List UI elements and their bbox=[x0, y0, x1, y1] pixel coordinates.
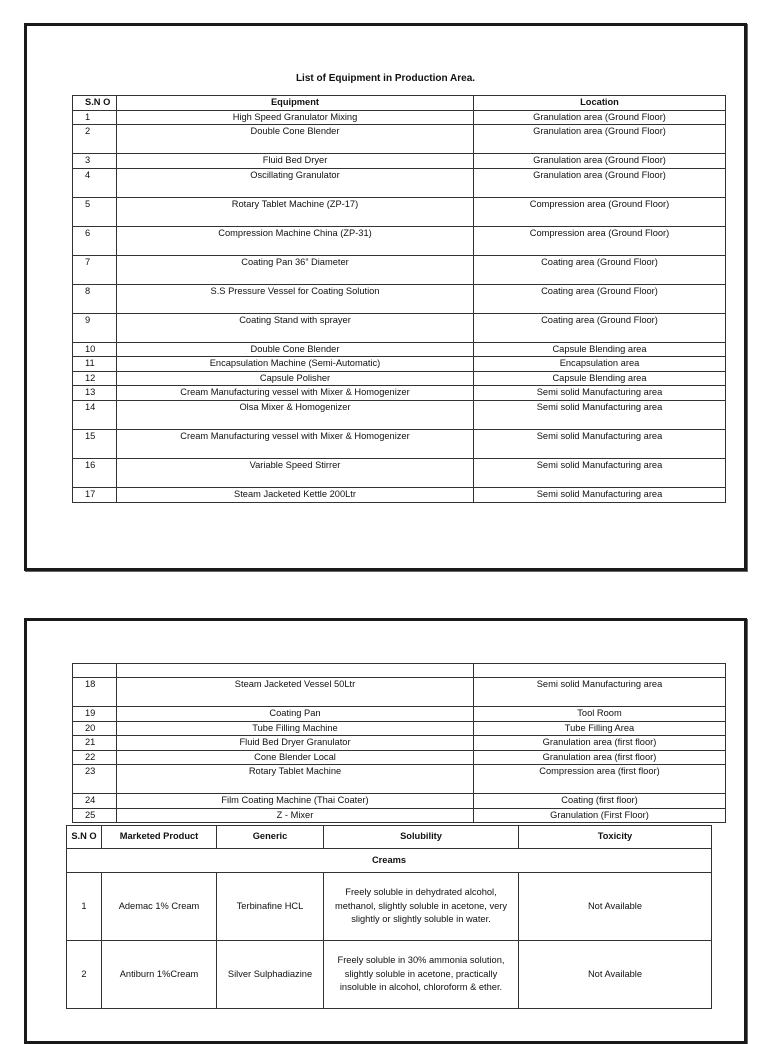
section-label: Creams bbox=[67, 848, 712, 873]
equipment-cell: Tube Filling Machine bbox=[117, 721, 474, 736]
serial-number-cell: 5 bbox=[73, 197, 117, 226]
location-cell: Coating area (Ground Floor) bbox=[474, 255, 726, 284]
location-cell: Granulation area (Ground Floor) bbox=[474, 125, 726, 154]
location-cell: Capsule Blending area bbox=[474, 342, 726, 357]
equipment-cell: S.S Pressure Vessel for Coating Solution bbox=[117, 284, 474, 313]
equipment-cell: Double Cone Blender bbox=[117, 342, 474, 357]
toxicity-cell: Not Available bbox=[519, 941, 712, 1009]
equipment-cell: Coating Stand with sprayer bbox=[117, 313, 474, 342]
equipment-cell: Z - Mixer bbox=[117, 808, 474, 823]
serial-number-cell: 10 bbox=[73, 342, 117, 357]
location-cell: Semi solid Manufacturing area bbox=[474, 487, 726, 502]
equipment-cell: Double Cone Blender bbox=[117, 125, 474, 154]
serial-number-cell: 24 bbox=[73, 794, 117, 809]
table-row bbox=[73, 226, 726, 255]
table-row bbox=[73, 110, 726, 125]
equipment-cell: Rotary Tablet Machine bbox=[117, 765, 474, 794]
location-cell: Compression area (first floor) bbox=[474, 765, 726, 794]
location-cell: Semi solid Manufacturing area bbox=[474, 400, 726, 429]
serial-number-cell: 17 bbox=[73, 487, 117, 502]
location-cell: Semi solid Manufacturing area bbox=[474, 386, 726, 401]
serial-number-cell: 3 bbox=[73, 154, 117, 169]
equipment-table-continued bbox=[72, 663, 726, 823]
serial-number-cell: 22 bbox=[73, 750, 117, 765]
header-sn: S.N O bbox=[67, 826, 102, 849]
table-row bbox=[73, 154, 726, 169]
equipment-cell: Cream Manufacturing vessel with Mixer & Homogenizer bbox=[117, 386, 474, 401]
table-row bbox=[73, 197, 726, 226]
table-header-row bbox=[67, 826, 712, 849]
table-row bbox=[73, 664, 726, 678]
equipment-cell: Compression Machine China (ZP-31) bbox=[117, 226, 474, 255]
location-cell: Coating (first floor) bbox=[474, 794, 726, 809]
serial-number-cell: 18 bbox=[73, 678, 117, 707]
table-header-row bbox=[73, 96, 726, 111]
serial-number-cell: 14 bbox=[73, 400, 117, 429]
location-cell: Semi solid Manufacturing area bbox=[474, 429, 726, 458]
location-cell: Granulation area (first floor) bbox=[474, 750, 726, 765]
equipment-cell: Rotary Tablet Machine (ZP-17) bbox=[117, 197, 474, 226]
document-page-1 bbox=[24, 23, 747, 571]
table-row bbox=[73, 721, 726, 736]
location-cell: Coating area (Ground Floor) bbox=[474, 284, 726, 313]
table-row bbox=[73, 357, 726, 372]
location-cell: Capsule Blending area bbox=[474, 371, 726, 386]
toxicity-cell: Not Available bbox=[519, 873, 712, 941]
header-equipment: Equipment bbox=[117, 96, 474, 111]
serial-number-cell: 19 bbox=[73, 707, 117, 722]
generic-cell: Silver Sulphadiazine bbox=[217, 941, 324, 1009]
equipment-cell: Cone Blender Local bbox=[117, 750, 474, 765]
table-row bbox=[73, 487, 726, 502]
product-table bbox=[66, 825, 712, 1009]
serial-number-cell: 9 bbox=[73, 313, 117, 342]
table-row bbox=[73, 342, 726, 357]
serial-number-cell: 8 bbox=[73, 284, 117, 313]
location-cell: Granulation area (first floor) bbox=[474, 736, 726, 751]
location-cell: Semi solid Manufacturing area bbox=[474, 458, 726, 487]
marketed-product-cell: Ademac 1% Cream bbox=[102, 873, 217, 941]
equipment-cell: Oscillating Granulator bbox=[117, 168, 474, 197]
table-row bbox=[73, 808, 726, 823]
header-sn: S.N O bbox=[73, 96, 117, 111]
serial-number-cell: 11 bbox=[73, 357, 117, 372]
table-row bbox=[73, 707, 726, 722]
section-row bbox=[67, 848, 712, 873]
serial-number-cell: 25 bbox=[73, 808, 117, 823]
location-cell: Semi solid Manufacturing area bbox=[474, 678, 726, 707]
table-row bbox=[73, 386, 726, 401]
table-row bbox=[67, 941, 712, 1009]
serial-number-cell: 1 bbox=[73, 110, 117, 125]
equipment-cell: Film Coating Machine (Thai Coater) bbox=[117, 794, 474, 809]
location-cell: Granulation area (Ground Floor) bbox=[474, 154, 726, 169]
table-row bbox=[73, 284, 726, 313]
serial-number-cell: 7 bbox=[73, 255, 117, 284]
serial-number-cell: 1 bbox=[67, 873, 102, 941]
table-row bbox=[73, 794, 726, 809]
equipment-cell: Fluid Bed Dryer bbox=[117, 154, 474, 169]
equipment-cell: High Speed Granulator Mixing bbox=[117, 110, 474, 125]
table-row bbox=[73, 313, 726, 342]
location-cell: Compression area (Ground Floor) bbox=[474, 197, 726, 226]
marketed-product-cell: Antiburn 1%Cream bbox=[102, 941, 217, 1009]
equipment-cell: Coating Pan 36” Diameter bbox=[117, 255, 474, 284]
equipment-cell: Steam Jacketed Kettle 200Ltr bbox=[117, 487, 474, 502]
equipment-cell: Steam Jacketed Vessel 50Ltr bbox=[117, 678, 474, 707]
equipment-cell: Variable Speed Stirrer bbox=[117, 458, 474, 487]
product-table-body bbox=[67, 848, 712, 1009]
page-title: List of Equipment in Production Area. bbox=[295, 73, 476, 84]
header-location: Location bbox=[474, 96, 726, 111]
table-row bbox=[73, 458, 726, 487]
table-row bbox=[73, 400, 726, 429]
table-row bbox=[73, 736, 726, 751]
equipment-cell: Coating Pan bbox=[117, 707, 474, 722]
equipment-cell: Fluid Bed Dryer Granulator bbox=[117, 736, 474, 751]
table-row bbox=[73, 168, 726, 197]
header-generic: Generic bbox=[217, 826, 324, 849]
serial-number-cell: 6 bbox=[73, 226, 117, 255]
table-row bbox=[73, 429, 726, 458]
location-cell: Granulation area (Ground Floor) bbox=[474, 168, 726, 197]
solubility-cell: Freely soluble in dehydrated alcohol, methanol, slightly soluble in acetone, very slightly or slightly soluble in water. bbox=[324, 873, 519, 941]
table-row bbox=[73, 125, 726, 154]
header-solubility: Solubility bbox=[324, 826, 519, 849]
table-row bbox=[73, 371, 726, 386]
header-marketed-product: Marketed Product bbox=[102, 826, 217, 849]
table-row bbox=[73, 255, 726, 284]
document-page-2 bbox=[24, 618, 747, 1044]
table-row bbox=[73, 765, 726, 794]
table-row bbox=[67, 873, 712, 941]
location-cell: Tube Filling Area bbox=[474, 721, 726, 736]
equipment-cell: Capsule Polisher bbox=[117, 371, 474, 386]
serial-number-cell: 23 bbox=[73, 765, 117, 794]
serial-number-cell: 2 bbox=[67, 941, 102, 1009]
table-row bbox=[73, 750, 726, 765]
equipment-cell: Olsa Mixer & Homogenizer bbox=[117, 400, 474, 429]
location-cell: Tool Room bbox=[474, 707, 726, 722]
serial-number-cell: 21 bbox=[73, 736, 117, 751]
equipment-table-body bbox=[73, 664, 726, 823]
serial-number-cell: 20 bbox=[73, 721, 117, 736]
serial-number-cell: 12 bbox=[73, 371, 117, 386]
location-cell: Granulation area (Ground Floor) bbox=[474, 110, 726, 125]
location-cell: Coating area (Ground Floor) bbox=[474, 313, 726, 342]
location-cell: Granulation (First Floor) bbox=[474, 808, 726, 823]
serial-number-cell: 16 bbox=[73, 458, 117, 487]
equipment-cell: Encapsulation Machine (Semi-Automatic) bbox=[117, 357, 474, 372]
generic-cell: Terbinafine HCL bbox=[217, 873, 324, 941]
location-cell: Encapsulation area bbox=[474, 357, 726, 372]
serial-number-cell: 4 bbox=[73, 168, 117, 197]
header-toxicity: Toxicity bbox=[519, 826, 712, 849]
table-row bbox=[73, 678, 726, 707]
serial-number-cell: 2 bbox=[73, 125, 117, 154]
location-cell: Compression area (Ground Floor) bbox=[474, 226, 726, 255]
equipment-cell: Cream Manufacturing vessel with Mixer & Homogenizer bbox=[117, 429, 474, 458]
serial-number-cell: 13 bbox=[73, 386, 117, 401]
equipment-table-body bbox=[73, 110, 726, 502]
serial-number-cell: 15 bbox=[73, 429, 117, 458]
solubility-cell: Freely soluble in 30% ammonia solution, slightly soluble in acetone, practically insoluble in alcohol, chloroform & ether. bbox=[324, 941, 519, 1009]
equipment-table bbox=[72, 95, 726, 503]
